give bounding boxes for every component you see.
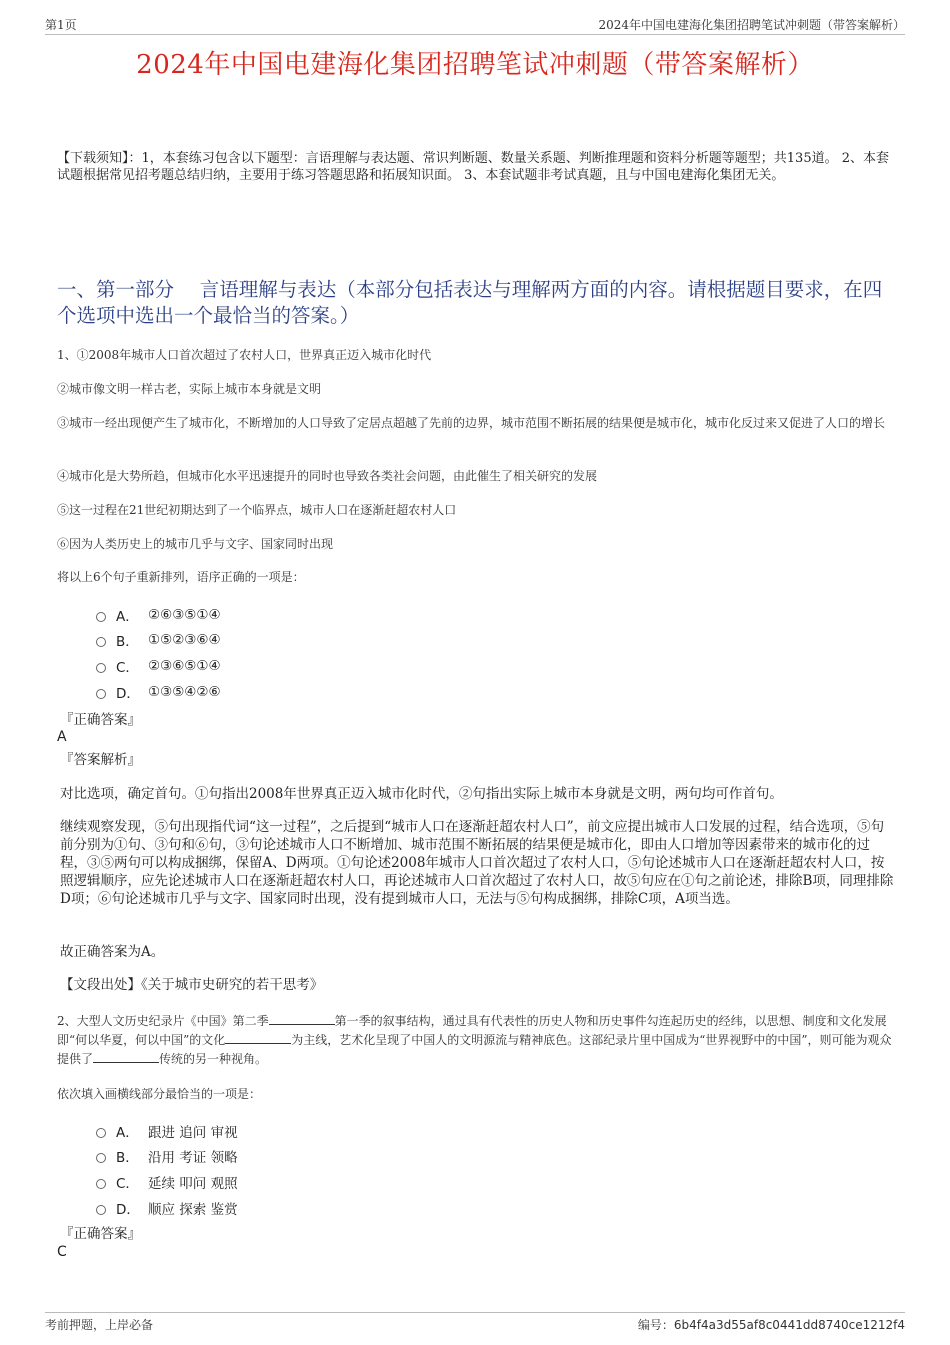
page-number: 第1页 — [45, 18, 77, 32]
option-letter: A． — [116, 1125, 139, 1141]
option-text: 跟进 追问 审视 — [148, 1125, 238, 1141]
q1-analysis-2: 继续观察发现，⑤句出现指代词“这一过程”，之后提到“城市人口在逐渐赶超农村人口”，前文应提出城市人口发展的过程，结合选项，⑤句前分别为①句、③句和⑥句，③句论述城市人口不断增加、城市范围不断拓展的结果便是城市化，即由人口增加等因素带来的城市化的过程，③⑤两句可以构成捆绑，保留A、D两项。①句论述2008年城市人口首次超过了农村人口，⑤句论述城市人口在逐渐赶超农村人口，按照逻辑顺序，应先论述城市人口在逐渐赶超农村人口，再论述城市人口首次超过了农村人口，故⑤句应在①句之前论述，排除B项，同理排除D项；⑥句论述城市几乎与文字、国家同时出现，没有提到城市人口，无法与⑤句构成捆绑，排除C项，A项当选。 — [60, 819, 894, 907]
header-doc-title: 2024年中国电建海化集团招聘笔试冲刺题（带答案解析） — [598, 18, 905, 32]
q1-source: 【文段出处】《关于城市史研究的若干思考》 — [60, 977, 324, 993]
footer-slogan: 考前押题，上岸必备 — [45, 1318, 154, 1332]
option-text: ②⑥③⑤①④ — [148, 607, 221, 623]
fill-blank-2[interactable] — [225, 1032, 291, 1044]
section-heading: 一、第一部分 言语理解与表达（本部分包括表达与理解两方面的内容。请根据题目要求，在四个选项中选出一个最恰当的答案。） — [57, 278, 883, 327]
q2-option-b[interactable] — [96, 1146, 238, 1166]
option-text: 顺应 探索 鉴赏 — [148, 1202, 238, 1218]
q2-prompt: 依次填入画横线部分最恰当的一项是： — [57, 1087, 262, 1101]
option-text: 延续 叩问 观照 — [148, 1176, 238, 1192]
q1-analysis-label: 『答案解析』 — [60, 752, 141, 768]
q2-stem-part: 为主线，艺术化呈现了中国人的文明源流与精神底色。这部纪录片里中国成为“世界视野中的中国”，则可能为观众提供了 — [57, 1033, 892, 1066]
q1-sentence-1: 1、①2008年城市人口首次超过了农村人口，世界真正迈入城市化时代 — [57, 348, 432, 362]
q2-option-a[interactable] — [96, 1121, 238, 1141]
option-letter: B． — [116, 634, 139, 650]
option-letter: C． — [116, 1176, 139, 1192]
code-label: 编号： — [637, 1318, 674, 1332]
q1-sentence-4: ④城市化是大势所趋，但城市化水平迅速提升的同时也导致各类社会问题，由此催生了相关研究的发展 — [57, 469, 598, 483]
q2-option-d[interactable] — [96, 1198, 238, 1218]
footer-code — [638, 1316, 905, 1333]
q2-stem-part: 2、大型人文历史纪录片《中国》第二季 — [57, 1014, 269, 1028]
q1-sentence-5: ⑤这一过程在21世纪初期达到了一个临界点，城市人口在逐渐赶超农村人口 — [57, 503, 457, 517]
q2-answer: C — [57, 1244, 67, 1260]
page-header — [45, 14, 905, 35]
q1-sentence-2: ②城市像文明一样古老，实际上城市本身就是文明 — [57, 382, 322, 396]
option-letter: A． — [116, 609, 139, 625]
document-title: 2024年中国电建海化集团招聘笔试冲刺题（带答案解析） — [136, 50, 814, 80]
code-value: 6b4f4a3d55af8c0441dd8740ce1212f4 — [673, 1318, 905, 1332]
q1-sentence-6: ⑥因为人类历史上的城市几乎与文字、国家同时出现 — [57, 537, 334, 551]
option-text: 沿用 考证 领略 — [148, 1150, 238, 1166]
q1-answer-label: 『正确答案』 — [60, 712, 141, 728]
option-text: ①⑤②③⑥④ — [148, 632, 221, 648]
q1-option-b[interactable] — [96, 630, 221, 650]
q1-sentence-3: ③城市一经出现便产生了城市化，不断增加的人口导致了定居点超越了先前的边界，城市范围不断拓展的结果便是城市化，城市化反过来又促进了人口的增长 — [57, 416, 886, 430]
q1-option-c[interactable] — [96, 656, 221, 676]
q2-stem-part: 传统的另一种视角。 — [159, 1052, 268, 1066]
q1-option-a[interactable] — [96, 605, 221, 625]
q2-stem-part: 第一季的叙事结构，通过具有代表性的历史人物和历史事件勾连起历史的经纬，以思想、制度和文化发展即“何以华夏，何以中国”的文化 — [57, 1014, 887, 1047]
fill-blank-1[interactable] — [269, 1013, 335, 1025]
q1-prompt: 将以上6个句子重新排列，语序正确的一项是： — [57, 570, 305, 584]
q2-answer-label: 『正确答案』 — [60, 1226, 141, 1242]
option-text: ②③⑥⑤①④ — [148, 658, 221, 674]
radio-icon[interactable] — [96, 1153, 106, 1163]
radio-icon[interactable] — [96, 689, 106, 699]
option-text: ①③⑤④②⑥ — [148, 684, 221, 700]
q1-analysis-1: 对比选项，确定首句。①句指出2008年世界真正迈入城市化时代，②句指出实际上城市本身就是文明，两句均可作首句。 — [60, 786, 783, 802]
radio-icon[interactable] — [96, 612, 106, 622]
radio-icon[interactable] — [96, 1128, 106, 1138]
q2-option-c[interactable] — [96, 1172, 238, 1192]
radio-icon[interactable] — [96, 1205, 106, 1215]
radio-icon[interactable] — [96, 1179, 106, 1189]
page-footer — [45, 1312, 905, 1333]
option-letter: C． — [116, 660, 139, 676]
option-letter: B． — [116, 1150, 139, 1166]
radio-icon[interactable] — [96, 637, 106, 647]
download-notice: 【下载须知】：1，本套练习包含以下题型：言语理解与表达题、常识判断题、数量关系题、判断推理题和资料分析题等题型；共135道。 2、本套试题根据常见招考题总结归纳，主要用于练习答题思路和拓展知识面。 3、本套试题非考试真题，且与中国电建海化集团无关。 — [57, 151, 889, 183]
option-letter: D． — [116, 1202, 140, 1218]
fill-blank-3[interactable] — [93, 1051, 159, 1063]
q1-answer: A — [57, 729, 67, 745]
q1-option-d[interactable] — [96, 682, 221, 702]
q1-analysis-3: 故正确答案为A。 — [60, 944, 165, 960]
q2-stem — [57, 1012, 895, 1069]
option-letter: D． — [116, 686, 140, 702]
radio-icon[interactable] — [96, 663, 106, 673]
